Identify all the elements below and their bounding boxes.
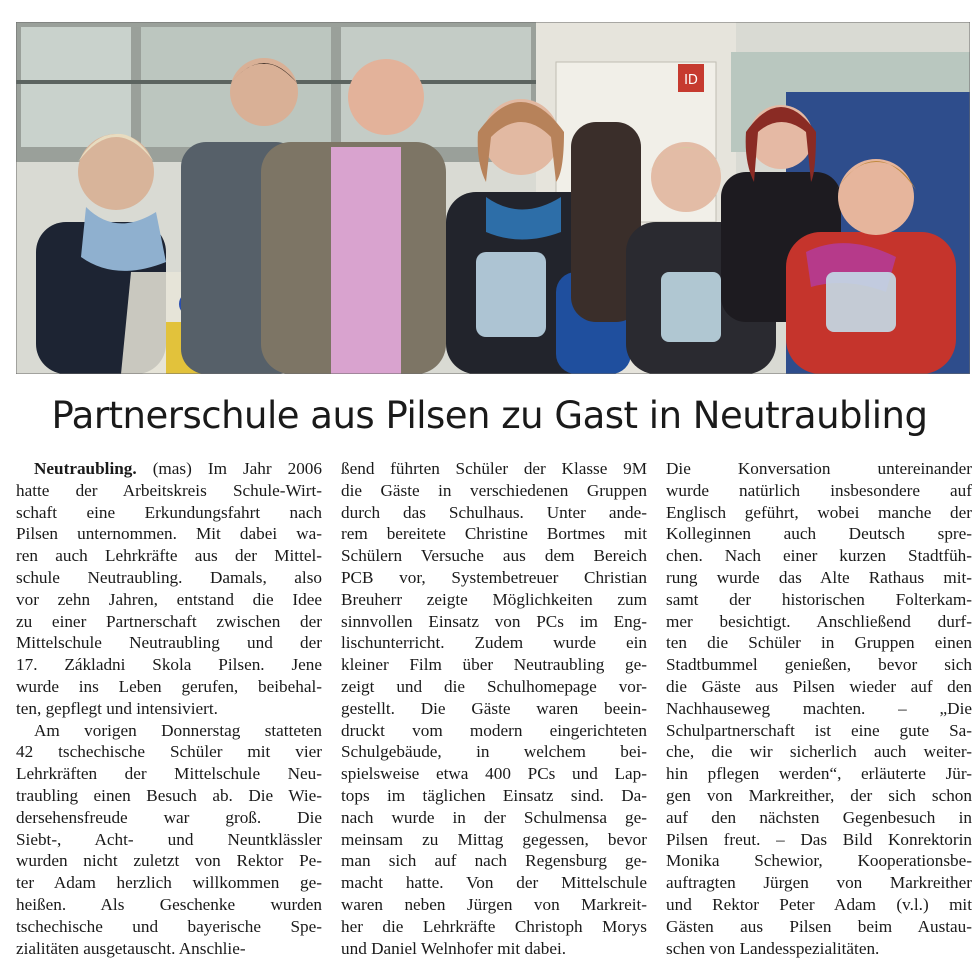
article-column-1	[16, 458, 322, 959]
article-line: dersehensfreude war groß. Die	[16, 807, 322, 827]
article-line: nach wurde in der Schulmensa ge-	[341, 807, 647, 827]
article-text: (mas) Im Jahr 2006	[136, 459, 322, 478]
article-line: macht hatte. Von der Mittelschule	[341, 873, 647, 893]
group-photo	[16, 22, 970, 374]
article-line: vor zehn Jahren, entstand die Idee	[16, 589, 322, 609]
article-line: auftragten Jürgen von Markreither	[666, 873, 972, 893]
article-line: PCB vor, Systembetreuer Christian	[341, 567, 647, 587]
article-line: zeigt und die Schulhomepage vor-	[341, 676, 647, 696]
dateline: Neutraubling.	[34, 459, 137, 478]
article-line: lischunterricht. Zudem wurde ein	[341, 633, 647, 653]
article-line: sinnvollen Einsatz von PCs im Eng-	[341, 611, 647, 631]
article-line: man sich auf nach Regensburg ge-	[341, 851, 647, 871]
article-line: wurden nicht zuletzt von Rektor Pe-	[16, 851, 322, 871]
article-line: 17. Základni Skola Pilsen. Jene	[16, 655, 322, 675]
article-line: che, die wir sicherlich auch weiter-	[666, 742, 972, 762]
article-line: ten die Schüler in Gruppen einen	[666, 633, 972, 653]
article-line: tops im täglichen Einsatz sind. Da-	[341, 785, 647, 805]
article-column-2	[341, 458, 647, 959]
article-line: Kolleginnen auch Deutsch spre-	[666, 524, 972, 544]
article-line: ßend führten Schüler der Klasse 9M	[341, 459, 647, 478]
article-line: gestellt. Die Gäste waren beein-	[341, 698, 647, 718]
article-line: mer besichtigt. Anschließend durf-	[666, 611, 972, 631]
svg-text:ID: ID	[684, 73, 698, 88]
article-line: zialitäten ausgetauscht. Anschlie-	[16, 938, 246, 958]
article-line: schaft eine Erkundungsfahrt nach	[16, 502, 322, 522]
headline: Partnerschule aus Pilsen zu Gast in Neutraubling	[51, 394, 928, 437]
article-column-3	[666, 458, 972, 959]
article-line: Nachhauseweg machten. – „Die	[666, 698, 972, 718]
article-line: Pilsen unternommen. Mit dabei wa-	[16, 524, 322, 544]
article-line: kleiner Film über Neutraubling ge-	[341, 655, 647, 675]
article-line: auf den nächsten Gegenbesuch in	[666, 807, 972, 827]
article-line: Stadtbummel genießen, bevor sich	[666, 655, 972, 675]
article-line: Pilsen freut. – Das Bild Konrektorin	[666, 829, 972, 849]
article-line: durch das Schulhaus. Unter ande-	[341, 502, 647, 522]
article-line: zu einer Partnerschaft zwischen der	[16, 611, 322, 631]
group-photo-illustration	[16, 22, 970, 374]
article-line: Schülern Versuche aus dem Bereich	[341, 546, 647, 566]
article-line: samt der historischen Folterkam-	[666, 589, 972, 609]
article-line	[16, 458, 322, 480]
article-line: hin pflegen werden“, erläuterte Jür-	[666, 764, 972, 784]
article-line: druckt vom modern eingerichteten	[341, 720, 647, 740]
article-line: die Gäste in verschiedenen Gruppen	[341, 480, 647, 500]
article-line: ren auch Lehrkräfte aus der Mittel-	[16, 546, 322, 566]
article-line: und Rektor Peter Adam (v.l.) mit	[666, 894, 972, 914]
article-line: Die Konversation untereinander	[666, 459, 972, 478]
article-line: rem bereitete Christine Bortmes mit	[341, 524, 647, 544]
article-line: Mittelschule Neutraubling und der	[16, 633, 322, 653]
article-line: heißen. Als Geschenke wurden	[16, 894, 322, 914]
article-line: hatte der Arbeitskreis Schule-Wirt-	[16, 480, 322, 500]
article-line: schen von Landesspezialitäten.	[666, 938, 880, 958]
article-line: 42 tschechische Schüler mit vier	[16, 742, 322, 762]
article-line: Breuherr zeigte Möglichkeiten zum	[341, 589, 647, 609]
article-line: her die Lehrkräfte Christoph Morys	[341, 916, 647, 936]
article-line: Gästen aus Pilsen beim Austau-	[666, 916, 972, 936]
article-line: Siebt-, Acht- und Neuntklässler	[16, 829, 322, 849]
article-line: Englisch geführt, wobei manche der	[666, 502, 972, 522]
article-line: spielsweise etwa 400 PCs und Lap-	[341, 764, 647, 784]
article-line: und Daniel Welnhofer mit dabei.	[341, 938, 567, 958]
article-line: gen von Markreither, der sich schon	[666, 785, 972, 805]
article-line: schule Neutraubling. Damals, also	[16, 567, 322, 587]
article-line: die Gäste aus Pilsen wieder auf den	[666, 676, 972, 696]
article-line: ter Adam herzlich willkommen ge-	[16, 873, 322, 893]
article-line: tschechische und bayerische Spe-	[16, 916, 322, 936]
article-line: wurde natürlich insbesondere auf	[666, 480, 972, 500]
article-line: rung wurde das Alte Rathaus mit-	[666, 567, 972, 587]
article-line: meinsam zu Mittag gegessen, bevor	[341, 829, 647, 849]
article-line: waren neben Jürgen von Markreit-	[341, 894, 647, 914]
article-line: ten, gepflegt und intensiviert.	[16, 698, 218, 718]
article-line: Am vorigen Donnerstag statteten	[34, 720, 322, 740]
article-line: chen. Nach einer kurzen Stadtfüh-	[666, 546, 972, 566]
article-line: Schulpartnerschaft ist eine gute Sa-	[666, 720, 972, 740]
article-line: Lehrkräften der Mittelschule Neu-	[16, 764, 322, 784]
article-line: wurde ins Leben gerufen, beibehal-	[16, 676, 322, 696]
article-line: traubling einen Besuch ab. Die Wie-	[16, 785, 322, 805]
article-line: Schulgebäude, in welchem bei-	[341, 742, 647, 762]
article-line: Monika Schewior, Kooperationsbe-	[666, 851, 972, 871]
